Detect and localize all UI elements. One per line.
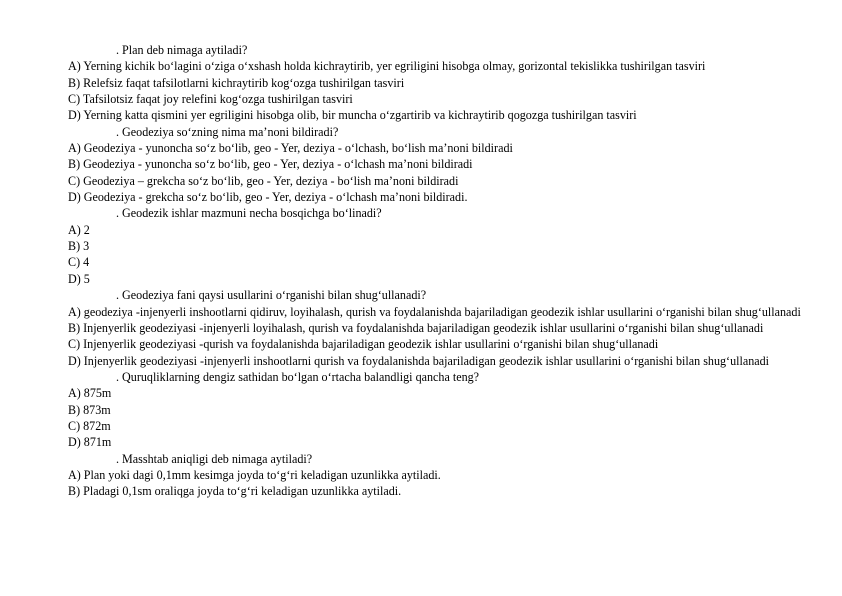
answer-option: C) Injenyerlik geodeziyasi -qurish va foydalanishda bajariladigan geodezik ishlar usullarini o‘rganishi bilan shug‘ullanadi (68, 337, 659, 352)
question-text: . Plan deb nimaga aytiladi? (116, 43, 248, 57)
answer-option: B) 873m (68, 402, 111, 417)
answer-option: B) Geodeziya - yunoncha so‘z bo‘lib, geo - Yer, deziya - o‘lchash ma’noni bildiradi (68, 157, 473, 172)
question-block (68, 287, 802, 369)
question-text: . Geodezik ishlar mazmuni necha bosqichga bo‘linadi? (116, 206, 382, 221)
question-text: . Geodeziya fani qaysi usullarini o‘rganishi bilan shug‘ullanadi? (116, 288, 427, 303)
answer-option: C) Geodeziya – grekcha so‘z bo‘lib, geo - Yer, deziya - bo‘lish ma’noni bildiradi (68, 173, 459, 188)
answer-option: A) Plan yoki dagi 0,1mm kesimga joyda to‘g‘ri keladigan uzunlikka aytiladi. (68, 467, 441, 482)
answer-option: A) 875m (68, 386, 112, 401)
answer-option: C) 4 (68, 255, 90, 270)
answer-option: C) 872m (68, 418, 111, 433)
answer-option: D) 5 (68, 271, 90, 286)
question-block (68, 124, 802, 206)
question-block (68, 205, 802, 287)
answer-option: C) Tafsilotsiz faqat joy relefini kog‘ozga tushirilgan tasviri (68, 92, 353, 107)
answer-option: B) 3 (68, 239, 90, 254)
question-text: . Geodeziya so‘zning nima ma’noni bildiradi? (116, 124, 339, 139)
question-block (68, 451, 802, 500)
answer-option: B) Relefsiz faqat tafsilotlarni kichraytirib kog‘ozga tushirilgan tasviri (68, 75, 405, 90)
question-block (68, 42, 802, 124)
answer-option: D) Injenyerlik geodeziyasi -injenyerli inshootlarni qurish va foydalanishda bajariladigan geodezik ishlar usullarini o‘rganishi bilan shug‘ullanadi (68, 353, 770, 368)
answer-option: D) Yerning katta qismini yer egriligini hisobga olib, bir muncha o‘zgartirib va kichraytirib qogozga tushirilgan tasviri (68, 108, 637, 123)
question-text: . Quruqliklarning dengiz sathidan bo‘lgan o‘rtacha balandligi qancha teng? (116, 369, 480, 384)
answer-option: A) 2 (68, 222, 90, 237)
answer-option: A) Yerning kichik bo‘lagini o‘ziga o‘xshash holda kichraytirib, yer egriligini hisobga olmay, gorizontal tekislikka tushirilgan tasviri (68, 59, 706, 74)
answer-option: A) geodeziya -injenyerli inshootlarni qidiruv, loyihalash, qurish va foydalanishda bajariladigan geodezik ishlar usullarini o‘rganishi bilan shug‘ullanadi (68, 304, 801, 319)
answer-option: D) Geodeziya - grekcha so‘z bo‘lib, geo - Yer, deziya - o‘lchash ma’noni bildiradi. (68, 190, 468, 205)
question-text: . Masshtab aniqligi deb nimaga aytiladi? (116, 451, 313, 466)
answer-option: B) Injenyerlik geodeziyasi -injenyerli loyihalash, qurish va foydalanishda bajariladigan geodezik ishlar usullarini o‘rganishi bilan shug‘ullanadi (68, 320, 764, 335)
answer-option: D) 871m (68, 435, 112, 450)
answer-option: A) Geodeziya - yunoncha so‘z bo‘lib, geo - Yer, deziya - o‘lchash, bo‘lish ma’noni bildiradi (68, 141, 513, 156)
answer-option: B) Pladagi 0,1sm oraliqga joyda to‘g‘ri keladigan uzunlikka aytiladi. (68, 484, 402, 499)
question-block (68, 369, 802, 451)
